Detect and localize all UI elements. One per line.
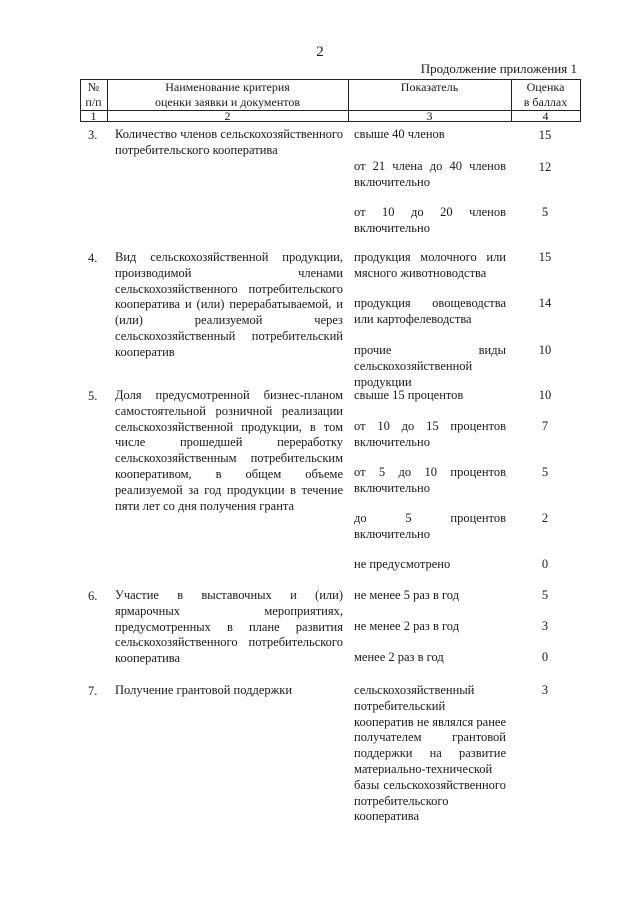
indicator-text: не менее 2 раз в год [354,619,460,633]
row-number: 3. [88,128,98,142]
header-score-line-2: в баллах [523,95,568,109]
header-num [80,80,107,110]
criterion-text: Получение грантовой поддержки [115,683,293,697]
header-score [511,80,580,110]
score-value: 10 [538,343,552,357]
row-number: 4. [88,251,98,265]
indicator-text: от 21 члена до 40 членов включительно [354,159,506,189]
indicator-text: менее 2 раз в год [354,650,444,664]
criterion-text: Доля предусмотренной бизнес-планом самостоятельной розничной реализации сельскохозяйственной продукции, в том числе прошедшей переработку сельскохозяйственным потребительским кооперативом, в общем объеме реализуемой за год продукции в течение пяти лет со дня получения гранта [115,388,343,513]
score-value: 15 [538,250,552,264]
criterion-text: Количество членов сельскохозяйственного потребительского кооператива [115,127,343,157]
indicator-text: до 5 процентов включительно [354,511,506,541]
score-value: 5 [541,465,549,479]
header-criterion-line-2: оценки заявки и документов [154,95,301,109]
indicator-text: продукция овощеводства или картофелеводства [354,296,506,326]
column-number-3: 3 [426,109,433,123]
column-number-2: 2 [224,109,231,123]
page-number: 2 [316,44,324,60]
indicator-text: сельскохозяйственный потребительский кооператив не являлся ранее получателем грантовой поддержки на развитие материально-технической базы сельскохозяйственного потребительского кооператива [354,683,506,824]
column-number-4: 4 [542,109,549,123]
header-score-line-1: Оценка [526,80,565,94]
indicator-text: свыше 15 процентов [354,388,464,402]
indicator-text: не предусмотрено [354,557,451,571]
criterion-text: Вид сельскохозяйственной продукции, производимой членами сельскохозяйственного потребительского кооператива и (или) перерабатываемой, и (или) реализуемой через сельскохозяйственный потребительский кооператив [115,250,343,359]
row-number: 6. [88,589,98,603]
indicator-text: от 10 до 20 членов включительно [354,205,506,235]
score-value: 3 [541,619,549,633]
score-value: 5 [541,588,549,602]
score-value: 12 [538,160,552,174]
score-value: 0 [541,557,549,571]
score-value: 7 [541,419,549,433]
score-value: 0 [541,650,549,664]
criterion-text: Участие в выставочных и (или) ярмарочных мероприятиях, предусмотренных в плане развития сельскохозяйственного потребительского кооператива [115,588,343,666]
score-value: 5 [541,205,549,219]
score-value: 10 [538,388,552,402]
column-number-1: 1 [90,109,97,123]
indicator-text: продукция молочного или мясного животноводства [354,250,506,280]
score-value: 3 [541,683,549,697]
row-number: 7. [88,684,98,698]
row-number: 5. [88,389,98,403]
score-value: 15 [538,128,552,142]
indicator-text: от 10 до 15 процентов включительно [354,419,506,449]
indicator-text: не менее 5 раз в год [354,588,460,602]
header-num-line-2: п/п [85,95,102,109]
score-value: 2 [541,511,549,525]
header-criterion [107,80,348,110]
score-value: 14 [538,296,552,310]
continuation-label: Продолжение приложения 1 [420,61,577,76]
header-indicator: Показатель [400,80,459,94]
table-right-border [580,79,581,121]
indicator-text: прочие виды сельскохозяйственной продукции [354,343,506,389]
header-criterion-line-1: Наименование критерия [165,80,290,94]
indicator-text: от 5 до 10 процентов включительно [354,465,506,495]
indicator-text: свыше 40 членов [354,127,445,141]
header-num-line-1: № [87,80,100,94]
